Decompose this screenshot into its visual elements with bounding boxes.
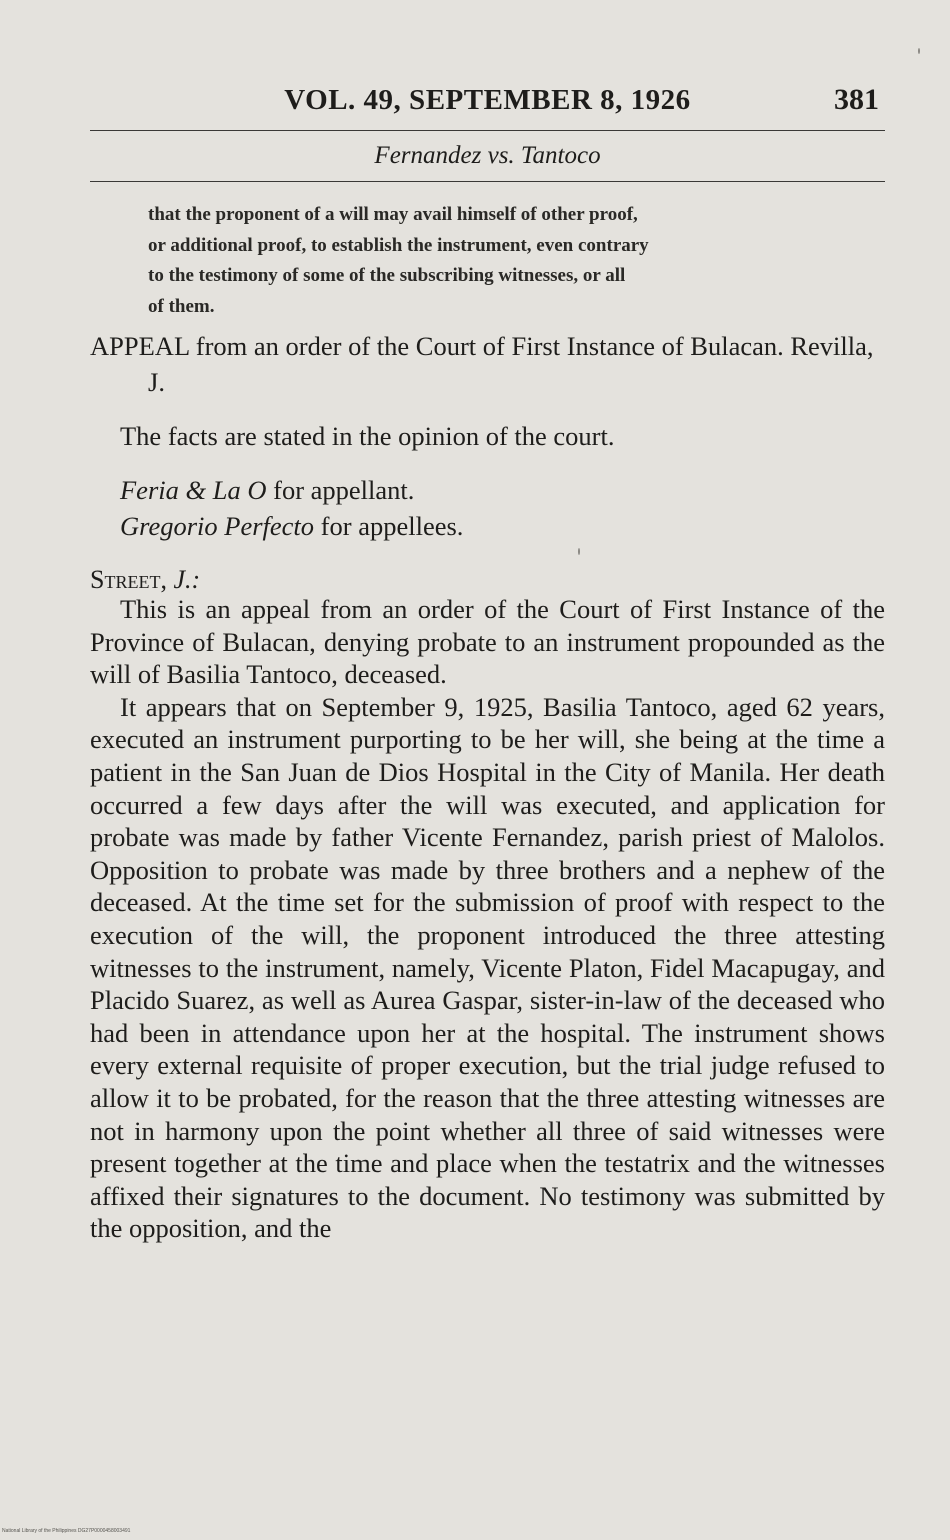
counsel-role: for appellees. (314, 511, 464, 541)
counsel-role: for appellant. (266, 475, 415, 505)
syllabus-line: that the proponent of a will may avail himself of other proof, (148, 204, 638, 225)
counsel-appellees (120, 508, 885, 544)
header-rule-top (90, 130, 885, 131)
scan-speck (918, 48, 920, 54)
counsel-name: Gregorio Perfecto (120, 511, 315, 541)
case-caption: Fernandez vs. Tantoco (374, 142, 601, 169)
syllabus-block (148, 200, 885, 322)
facts-text: The facts are stated in the opinion of the court. (120, 421, 615, 451)
opinion-paragraph: It appears that on September 9, 1925, Basilia Tantoco, aged 62 years, executed an instrument purporting to be her will, she being at the time a patient in the San Juan de Dios Hospital in the City of Manila. Her death occurred a few days after the will was executed, and application for probate was made by father Vicente Fernandez, parish priest of Malolos. Opposition to probate was made by three brothers and a nephew of the deceased. At the time set for the submission of proof with respect to the execution of the will, the proponent introduced the three attesting witnesses to the instrument, namely, Vicente Platon, Fidel Macapugay, and Placido Suarez, as well as Aurea Gaspar, sister-in-law of the deceased who had been in attendance upon her at the hospital. The instrument shows every external requisite of proper execution, but the trial judge refused to allow it to be probated, for the reason that the three attesting witnesses are not in harmony upon the point whether all three of said witnesses were present together at the time and place when the testatrix and the witnesses affixed their signatures to the document. No testimony was submitted by the opposition, and the (90, 691, 885, 1244)
header-rule-bottom (90, 181, 885, 182)
counsel-name: Feria & La O (120, 475, 267, 505)
running-head (90, 80, 885, 124)
counsel-block (120, 472, 885, 544)
appeal-text: APPEAL from an order of the Court of First Instance of Bulacan. Revilla, J. (90, 331, 874, 397)
syllabus-line: or additional proof, to establish the instrument, even contrary (148, 234, 649, 256)
facts-statement (120, 418, 885, 454)
author-name: Street, (90, 565, 167, 594)
opinion-paragraph: This is an appeal from an order of the Court of First Instance of the Province of Bulacan, denying probate to an instrument propounded as the will of Basilia Tantoco, deceased. (90, 594, 885, 690)
syllabus-line: of them. (148, 295, 215, 317)
author-suffix: J.: (166, 565, 201, 594)
appeal-statement (90, 328, 885, 400)
page-number: 381 (834, 83, 879, 116)
scan-footer: National Library of the Philippines DG27P0000458003491 (2, 1528, 131, 1534)
counsel-appellant (120, 472, 885, 508)
scan-speck (578, 548, 580, 555)
volume-date-heading: VOL. 49, SEPTEMBER 8, 1926 (284, 84, 691, 116)
syllabus-line: to the testimony of some of the subscribing witnesses, or all (148, 265, 626, 286)
opinion-body (90, 593, 885, 1245)
